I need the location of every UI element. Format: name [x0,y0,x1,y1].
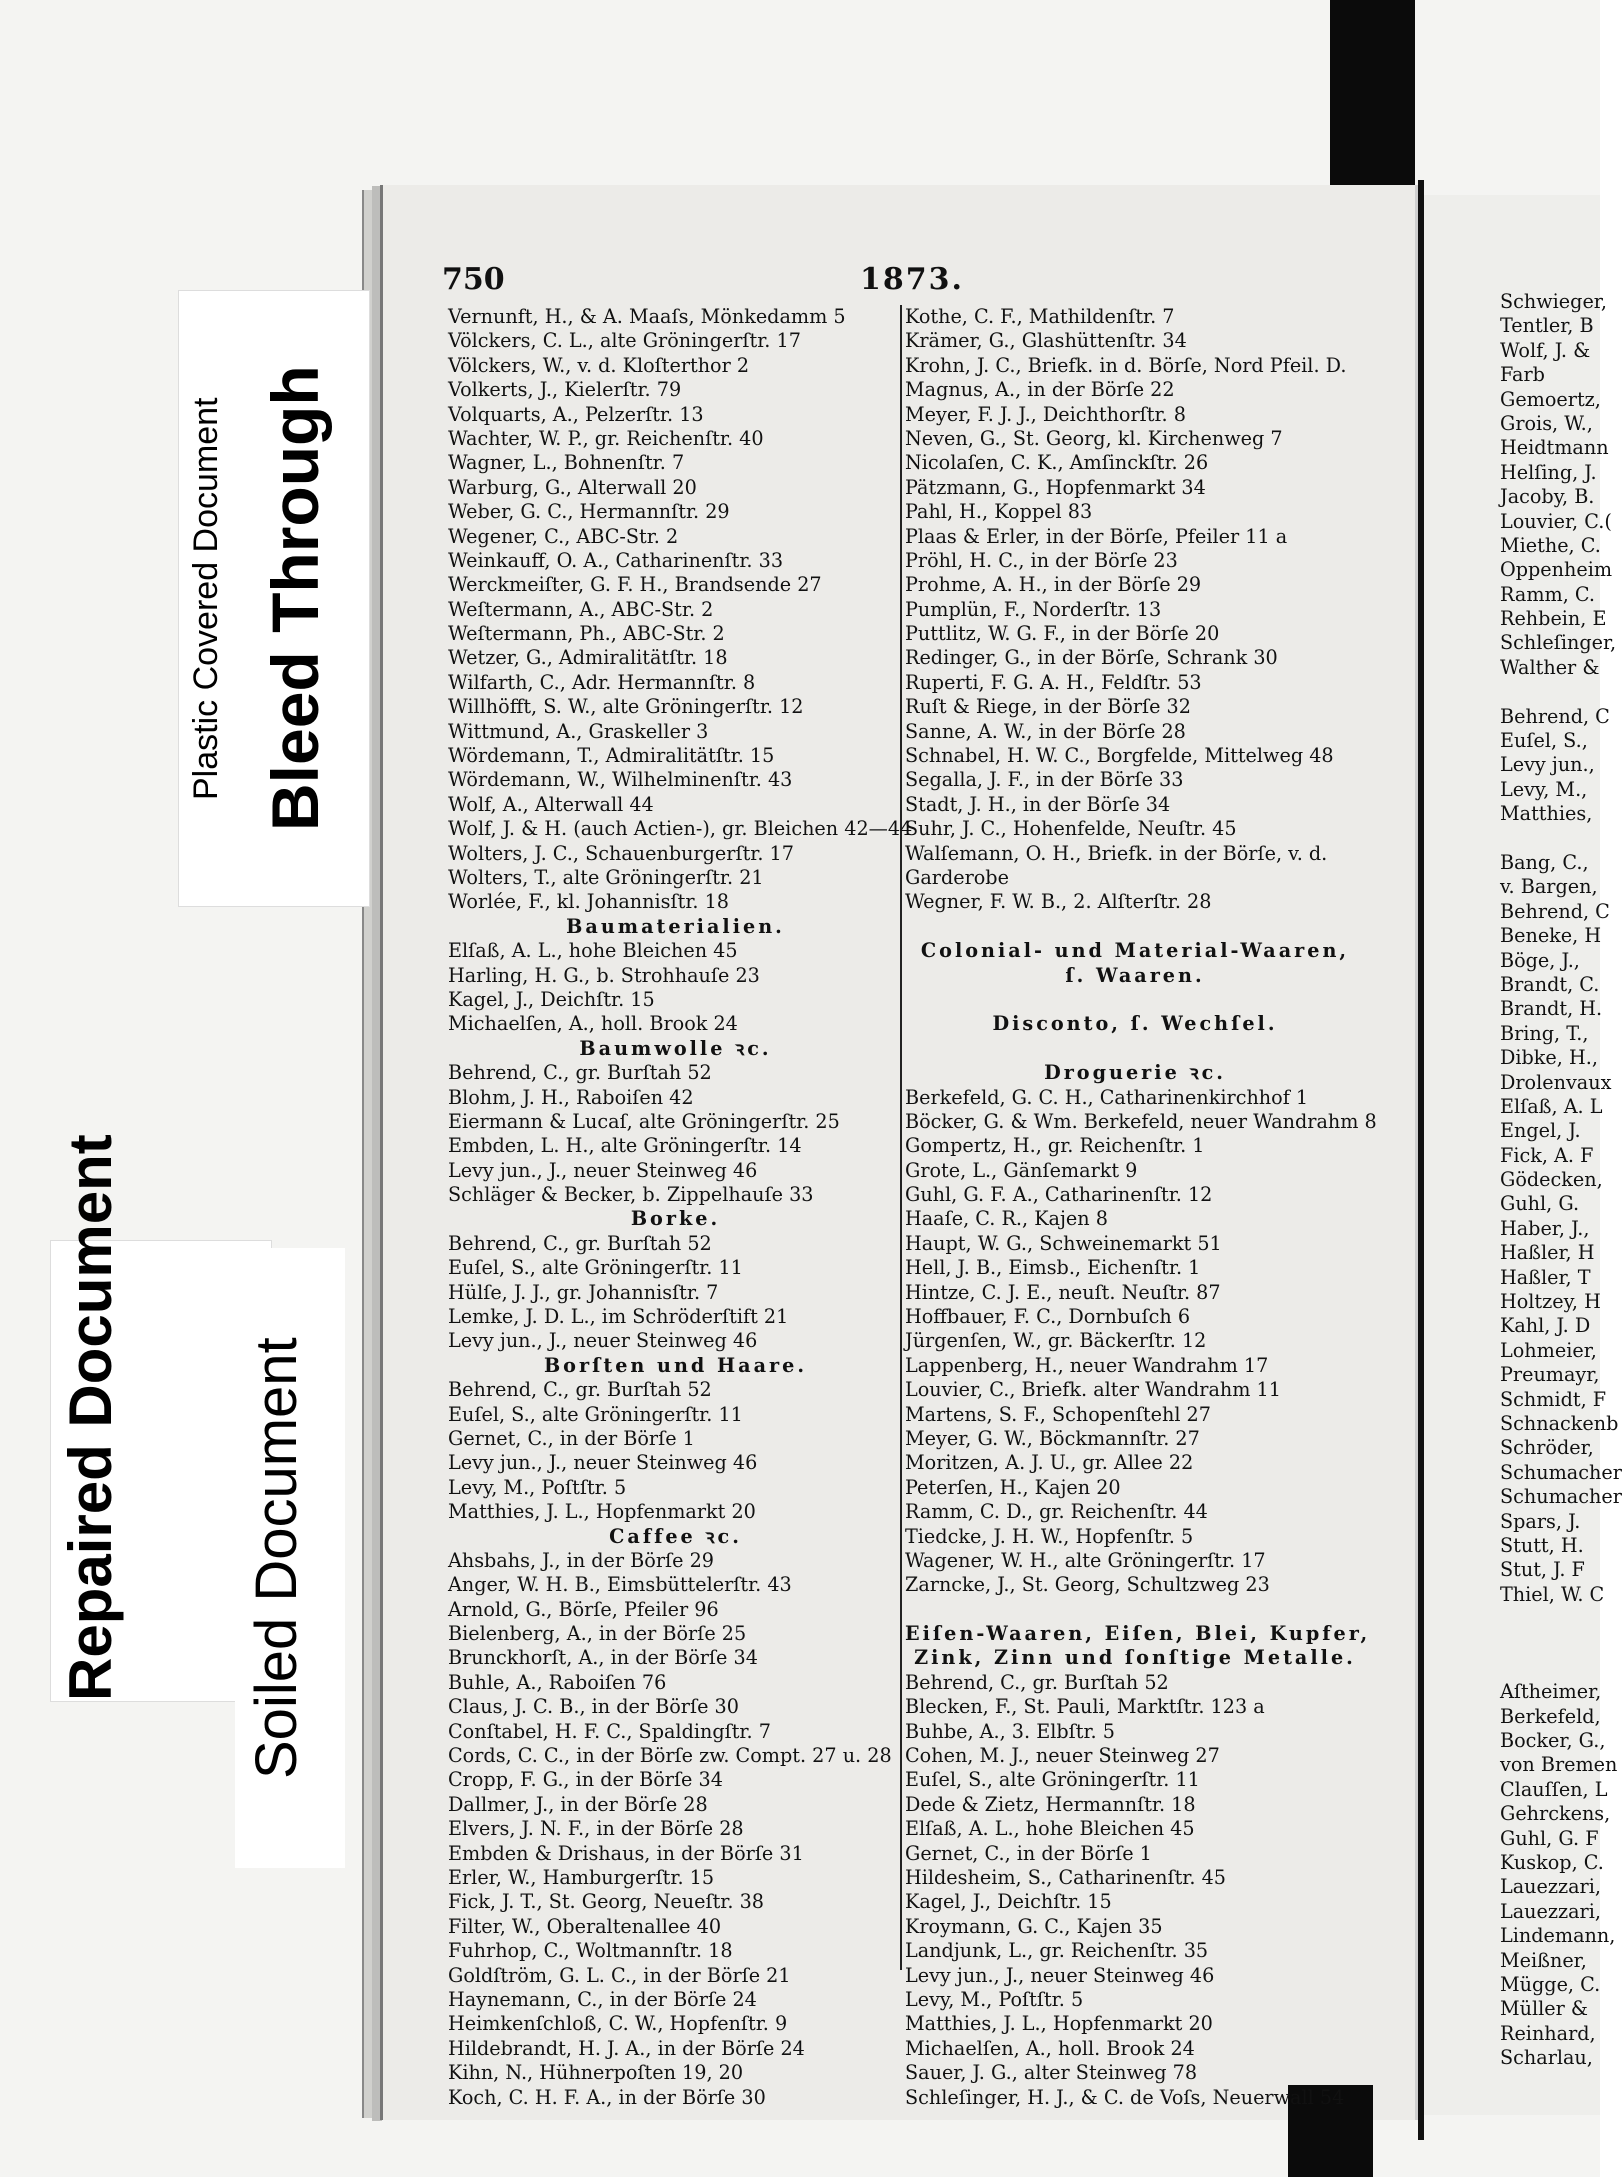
directory-entry: Haßler, T [1500,1265,1591,1289]
directory-entry: Martens, S. F., Schopenſtehl 27 [905,1402,1211,1426]
directory-entry: Schmidt, F [1500,1387,1607,1411]
directory-entry: Ruperti, F. G. A. H., Feldſtr. 53 [905,670,1202,694]
directory-entry: Nicolaſen, C. K., Amſinckſtr. 26 [905,451,1209,475]
directory-entry: Peterſen, H., Kajen 20 [905,1475,1121,1499]
directory-entry: Kihn, N., Hühnerpoſten 19, 20 [448,2061,744,2085]
directory-entry: Hoffbauer, F. C., Dornbuſch 6 [905,1305,1191,1329]
directory-entry: Meyer, F. J. J., Deichthorſtr. 8 [905,402,1186,426]
directory-entry: Levy jun., J., neuer Steinweg 46 [448,1329,758,1353]
directory-entry: Moritzen, A. J. U., gr. Allee 22 [905,1451,1194,1475]
plastic-label-text: Plastic Covered Document [187,397,225,800]
directory-entry: Schumacher [1500,1485,1622,1509]
directory-entry: Wolf, J. & [1500,338,1591,362]
directory-entry: Wegner, F. W. B., 2. Alſterſtr. 28 [905,890,1212,914]
directory-entry: Elvers, J. N. F., in der Börſe 28 [448,1817,744,1841]
directory-entry: Erler, W., Hamburgerſtr. 15 [448,1866,715,1889]
directory-entry: Wolters, T., alte Gröningerſtr. 21 [448,865,764,889]
blank-line [905,1037,1365,1061]
directory-entry: Matthies, J. L., Hopfenmarkt 20 [448,1500,756,1524]
section-heading: Borke. [630,1207,721,1231]
directory-entry: Scharlau, [1500,2046,1593,2070]
directory-entry: Pröhl, H. C., in der Börſe 23 [905,548,1178,572]
directory-entry: Kuskop, C. [1500,1851,1604,1874]
directory-entry: Bocker, G., [1500,1729,1606,1753]
directory-entry: Elſaß, A. L., hohe Bleichen 45 [905,1817,1195,1841]
directory-entry: Goldſtröm, G. L. C., in der Börſe 21 [448,1963,791,1987]
directory-entry: Holtzey, H [1500,1290,1601,1314]
directory-entry: Wolf, J. & H. (auch Actien-), gr. Bleichen 42—44 [448,817,913,841]
directory-entry: Cords, C. C., in der Börſe zw. Compt. 27 u. 28 [448,1744,892,1768]
directory-entry: Völckers, W., v. d. Kloſterthor 2 [448,353,750,377]
directory-entry: Ramm, C. [1500,582,1596,606]
directory-entry: Elſaß, A. L [1500,1094,1603,1118]
directory-entry: Kroymann, G. C., Kajen 35 [905,1914,1163,1938]
directory-entry: Hülſe, J. J., gr. Johannisſtr. 7 [448,1280,719,1304]
directory-entry: Eiermann & Lucaſ, alte Gröningerſtr. 25 [448,1109,840,1133]
directory-entry: Haaſe, C. R., Kajen 8 [905,1207,1108,1231]
directory-entry: Garderobe [905,865,1009,889]
directory-entry: Euſel, S., alte Gröningerſtr. 11 [905,1768,1200,1792]
directory-entry: Gernet, C., in der Börſe 1 [905,1841,1152,1865]
directory-entry: Stadt, J. H., in der Börſe 34 [905,792,1171,816]
directory-entry: Rehbein, E [1500,607,1607,631]
directory-entry: Guhl, G. F. A., Catharinenſtr. 12 [905,1183,1213,1207]
directory-entry: Behrend, C., gr. Burſtah 52 [905,1670,1169,1694]
directory-entry: Schleſinger, [1500,631,1617,655]
blank-line [1500,1656,1600,1680]
section-heading: Borſten und Haare. [543,1353,808,1377]
blank-line [905,1598,1365,1622]
directory-entry: Dibke, H., [1500,1046,1598,1070]
directory-entry: Behrend, C., gr. Burſtah 52 [448,1378,712,1402]
directory-entry: Zarncke, J., St. Georg, Schultzweg 23 [905,1573,1270,1597]
directory-entry: Gödecken, [1500,1168,1603,1192]
section-heading: Eiſen-Waaren, Eiſen, Blei, Kupfer, [905,1622,1371,1646]
directory-entry: Lindemann, [1500,1924,1616,1948]
directory-entry: Tiedcke, J. H. W., Hopfenſtr. 5 [905,1524,1194,1548]
blank-line [1500,680,1600,704]
directory-entry: Schnackenb [1500,1411,1619,1435]
directory-entry: Haßler, H [1500,1241,1595,1265]
directory-entry: Beneke, H [1500,924,1602,948]
directory-entry: Lohmeier, [1500,1338,1597,1362]
directory-entry: Lappenberg, H., neuer Wandrahm 17 [905,1353,1269,1377]
right-column [905,305,1377,2110]
section-heading: Baumwolle ꝛc. [579,1036,772,1060]
directory-entry: Kahl, J. D [1500,1314,1591,1338]
directory-entry: Ramm, C. D., gr. Reichenſtr. 44 [905,1500,1208,1524]
section-heading: ſ. Waaren. [1065,963,1205,987]
directory-entry: Lemke, J. D. L., im Schröderſtift 21 [448,1305,789,1329]
directory-entry: Haupt, W. G., Schweinemarkt 51 [905,1231,1222,1255]
directory-entry: Prohme, A. H., in der Börſe 29 [905,573,1202,597]
directory-entry: Harling, H. G., b. Strohhauſe 23 [448,963,760,987]
directory-entry: Embden & Drishaus, in der Börſe 31 [448,1841,804,1865]
directory-entry: Grote, L., Gänſemarkt 9 [905,1158,1138,1182]
directory-entry: Dallmer, J., in der Börſe 28 [448,1792,708,1816]
section-heading: Disconto, ſ. Wechſel. [992,1012,1278,1036]
directory-entry: Schnabel, H. W. C., Borgfelde, Mittelweg 48 [905,744,1334,768]
directory-entry: Pätzmann, G., Hopfenmarkt 34 [905,475,1206,499]
directory-entry: Kagel, J., Deichſtr. 15 [905,1890,1112,1914]
directory-entry: Preumayr, [1500,1363,1600,1387]
page-number: 750 [442,262,505,297]
directory-entry: Jacoby, B. [1500,485,1595,509]
directory-entry: Puttlitz, W. G. F., in der Börſe 20 [905,622,1220,646]
directory-entry: Embden, L. H., alte Gröningerſtr. 14 [448,1134,802,1158]
directory-entry: Behrend, C [1500,899,1610,923]
directory-entry: Krohn, J. C., Briefk. in d. Börſe, Nord Pfeil. D. [905,353,1347,377]
blank-line [1500,1631,1600,1655]
directory-entry: Schleſinger, H. J., & C. de Voſs, Neuerwall 54 [905,2085,1345,2109]
directory-entry: Magnus, A., in der Börſe 22 [905,378,1175,402]
directory-entry: Böcker, G. & Wm. Berkefeld, neuer Wandrahm 8 [905,1109,1377,1133]
directory-entry: Kothe, C. F., Mathildenſtr. 7 [905,305,1175,328]
directory-entry: Worlée, F., kl. Johannisſtr. 18 [448,890,729,914]
directory-entry: Stut, J. F [1500,1558,1585,1582]
directory-entry: Gompertz, H., gr. Reichenſtr. 1 [905,1134,1205,1158]
directory-entry: Cohen, M. J., neuer Steinweg 27 [905,1744,1220,1768]
directory-entry: Sauer, J. G., alter Steinweg 78 [905,2061,1198,2085]
directory-entry: Euſel, S., [1500,729,1588,753]
directory-entry: Meißner, [1500,1948,1587,1972]
directory-entry: Schwieger, [1500,290,1607,313]
directory-entry: Gernet, C., in der Börſe 1 [448,1426,695,1450]
directory-entry: Wördemann, T., Admiralitätſtr. 15 [448,744,775,768]
directory-entry: Helſing, J. [1500,460,1597,484]
directory-entry: Werckmeiſter, G. F. H., Brandsende 27 [448,573,822,597]
directory-entry: Oppenheim [1500,558,1613,582]
directory-entry: Willhöfft, S. W., alte Gröningerſtr. 12 [448,695,804,719]
directory-entry: Dede & Zietz, Hermannſtr. 18 [905,1792,1196,1816]
directory-entry: Louvier, C., Briefk. alter Wandrahm 11 [905,1378,1281,1402]
directory-entry: Guhl, G. F [1500,1826,1599,1850]
directory-entry: Behrend, C., gr. Burſtah 52 [448,1061,712,1085]
directory-entry: Lauezzari, [1500,1899,1601,1923]
directory-entry: Tentler, B [1500,314,1594,338]
directory-entry: Bielenberg, A., in der Börſe 25 [448,1622,747,1646]
page-year: 1873. [860,262,964,297]
directory-entry: Farb [1500,363,1545,387]
directory-entry: Brandt, H. [1500,997,1603,1021]
directory-entry: Hildebrandt, H. J. A., in der Börſe 24 [448,2036,805,2060]
directory-entry: Fick, A. F [1500,1143,1594,1167]
directory-entry: Cropp, F. G., in der Börſe 34 [448,1768,723,1792]
directory-entry: Bang, C., [1500,850,1589,874]
section-heading: Caffee ꝛc. [609,1524,742,1548]
directory-entry: Heimkenſchloß, C. W., Hopfenſtr. 9 [448,2012,788,2036]
directory-entry: Levy jun., J., neuer Steinweg 46 [448,1158,758,1182]
directory-entry: Hintze, C. J. E., neuſt. Neuſtr. 87 [905,1280,1221,1304]
blank-line [1500,1607,1600,1631]
directory-entry: Blecken, F., St. Pauli, Marktſtr. 123 a [905,1695,1265,1719]
directory-entry: Berkefeld, [1500,1704,1601,1728]
directory-entry: Wachter, W. P., gr. Reichenſtr. 40 [448,426,764,450]
directory-entry: Wetzer, G., Admiralitätſtr. 18 [448,646,728,670]
bleed-label-text: Bleed Through [258,365,332,832]
directory-entry: Ahsbahs, J., in der Börſe 29 [448,1548,714,1572]
directory-entry: Weſtermann, A., ABC-Str. 2 [448,597,714,621]
directory-entry: Kagel, J., Deichſtr. 15 [448,987,655,1011]
directory-entry: Levy, M., [1500,777,1588,801]
directory-entry: Wolf, A., Alterwall 44 [448,792,654,816]
directory-entry: Lauezzari, [1500,1875,1601,1899]
facing-page-column [1500,290,1622,2071]
directory-entry: Euſel, S., alte Gröningerſtr. 11 [448,1256,743,1280]
directory-entry: Aſtheimer, [1500,1680,1602,1704]
directory-entry: Hildesheim, S., Catharinenſtr. 45 [905,1866,1226,1889]
directory-entry: Völckers, C. L., alte Gröningerſtr. 17 [448,329,801,353]
directory-entry: Volkerts, J., Kielerſtr. 79 [448,378,682,402]
directory-entry: Behrend, C [1500,704,1610,728]
section-heading: Zink, Zinn und ſonſtige Metalle. [914,1646,1356,1670]
plastic-bleed-label [178,290,370,907]
directory-entry: Levy jun., J., neuer Steinweg 46 [448,1451,758,1475]
directory-entry: Louvier, C.( [1500,509,1612,533]
directory-entry: Engel, J. [1500,1119,1581,1143]
directory-entry: Spars, J. [1500,1509,1581,1533]
directory-entry: Volquarts, A., Pelzerſtr. 13 [448,402,704,426]
directory-entry: Arnold, G., Börſe, Pfeiler 96 [448,1597,719,1621]
directory-entry: Pahl, H., Koppel 83 [905,500,1093,524]
directory-entry: Fuhrhop, C., Woltmannſtr. 18 [448,1939,733,1963]
directory-entry: Böge, J., [1500,948,1580,972]
directory-entry: Wegener, C., ABC-Str. 2 [448,524,679,548]
directory-entry: Michaelſen, A., holl. Brook 24 [448,1012,738,1036]
directory-entry: Matthies, [1500,802,1593,826]
directory-entry: Warburg, G., Alterwall 20 [448,475,697,499]
directory-entry: Wagener, W. H., alte Gröningerſtr. 17 [905,1548,1266,1572]
directory-entry: Miethe, C. [1500,533,1601,557]
directory-entry: Matthies, J. L., Hopfenmarkt 20 [905,2012,1213,2036]
repaired-label-text: Repaired Document [57,1134,124,1701]
directory-entry: Wolters, J. C., Schauenburgerſtr. 17 [448,841,794,865]
directory-entry: Walſemann, O. H., Briefk. in der Börſe, v. d. [905,841,1328,865]
directory-entry: Weber, G. C., Hermannſtr. 29 [448,500,730,524]
directory-entry: Schumacher [1500,1460,1622,1484]
directory-entry: Vernunft, H., & A. Maaſs, Mönkedamm 5 [448,305,846,328]
blank-line [1500,827,1600,851]
directory-entry: Elſaß, A. L., hohe Bleichen 45 [448,939,738,963]
directory-entry: Bring, T., [1500,1021,1589,1045]
directory-entry: Buhbe, A., 3. Elbſtr. 5 [905,1719,1115,1743]
directory-entry: Suhr, J. C., Hohenfelde, Neuſtr. 45 [905,817,1237,841]
directory-entry: Sanne, A. W., in der Börſe 28 [905,719,1186,743]
directory-entry: Wittmund, A., Graskeller 3 [448,719,709,743]
directory-entry: Filter, W., Oberaltenallee 40 [448,1914,722,1938]
directory-entry: Krämer, G., Glashüttenſtr. 34 [905,329,1187,353]
directory-entry: Fick, J. T., St. Georg, Neueſtr. 38 [448,1890,764,1914]
directory-entry: Guhl, G. [1500,1192,1580,1216]
soiled-label [235,1248,345,1868]
directory-entry: Meyer, G. W., Böckmannſtr. 27 [905,1426,1200,1450]
directory-entry: Schröder, [1500,1436,1594,1460]
directory-entry: Redinger, G., in der Börſe, Schrank 30 [905,646,1278,670]
directory-entry: Buhle, A., Raboiſen 76 [448,1670,667,1694]
directory-entry: Ruſt & Riege, in der Börſe 32 [905,695,1191,719]
directory-entry: Drolenvaux [1500,1070,1612,1094]
directory-entry: Haber, J., [1500,1216,1590,1240]
directory-entry: Wagner, L., Bohnenſtr. 7 [448,451,685,475]
directory-entry: Müller & [1500,1997,1588,2021]
directory-entry: Heidtmann [1500,436,1609,460]
directory-entry: Haynemann, C., in der Börſe 24 [448,1987,757,2011]
blank-line [905,915,1365,939]
directory-entry: Gemoertz, [1500,387,1601,411]
directory-entry: Hell, J. B., Eimsb., Eichenſtr. 1 [905,1256,1201,1280]
directory-entry: Blohm, J. H., Raboiſen 42 [448,1085,694,1109]
directory-entry: Berkefeld, G. C. H., Catharinenkirchhof 1 [905,1085,1309,1109]
directory-entry: Segalla, J. F., in der Börſe 33 [905,768,1184,792]
directory-entry: Jürgenſen, W., gr. Bäckerſtr. 12 [905,1329,1207,1353]
left-column [448,305,913,2110]
directory-entry: Pumplün, F., Norderſtr. 13 [905,597,1162,621]
directory-entry: Schläger & Becker, b. Zippelhauſe 33 [448,1183,814,1207]
directory-entry: Euſel, S., alte Gröningerſtr. 11 [448,1402,743,1426]
section-heading: Baumaterialien. [566,914,785,938]
directory-entry: Claus, J. C. B., in der Börſe 30 [448,1695,739,1719]
section-heading: Droguerie ꝛc. [1044,1061,1226,1085]
directory-entry: Grois, W., [1500,411,1593,435]
directory-entry: Walther & [1500,655,1600,679]
directory-entry: Plaas & Erler, in der Börſe, Pfeiler 11 a [905,524,1288,548]
directory-entry: Weinkauff, O. A., Catharinenſtr. 33 [448,548,784,572]
directory-entry: Thiel, W. C [1500,1582,1605,1606]
directory-entry: Gehrckens, [1500,1802,1611,1826]
directory-entry: Behrend, C., gr. Burſtah 52 [448,1231,712,1255]
directory-entry: Brandt, C. [1500,972,1600,996]
directory-entry: Reinhard, [1500,2021,1596,2045]
directory-entry: von Bremen [1500,1753,1618,1777]
directory-entry: Weſtermann, Ph., ABC-Str. 2 [448,622,725,646]
directory-entry: Landjunk, L., gr. Reichenſtr. 35 [905,1939,1209,1963]
directory-entry: Michaelſen, A., holl. Brook 24 [905,2036,1195,2060]
directory-entry: Stutt, H. [1500,1533,1584,1557]
soiled-label-text: Soiled Document [244,1337,309,1779]
directory-entry: Conſtabel, H. F. C., Spaldingſtr. 7 [448,1719,771,1743]
directory-entry: Levy jun., [1500,753,1595,777]
directory-entry: Mügge, C. [1500,1972,1601,1996]
directory-entry: Anger, W. H. B., Eimsbüttelerſtr. 43 [448,1573,792,1597]
blank-line [905,988,1365,1012]
black-clip-top [1330,0,1415,195]
directory-entry: Koch, C. H. F. A., in der Börſe 30 [448,2085,766,2109]
section-heading: Colonial- und Material-Waaren, [920,939,1350,963]
directory-entry: Brunckhorſt, A., in der Börſe 34 [448,1646,758,1670]
directory-entry: Wördemann, W., Wilhelminenſtr. 43 [448,768,793,792]
directory-entry: Levy jun., J., neuer Steinweg 46 [905,1963,1215,1987]
directory-entry: v. Bargen, [1500,875,1598,899]
directory-entry: Clauſſen, L [1500,1777,1608,1801]
directory-entry: Neven, G., St. Georg, kl. Kirchenweg 7 [905,426,1283,450]
directory-entry: Levy, M., Poſtſtr. 5 [448,1475,627,1499]
directory-entry: Wilfarth, C., Adr. Hermannſtr. 8 [448,670,756,694]
directory-entry: Levy, M., Poſtſtr. 5 [905,1987,1084,2011]
